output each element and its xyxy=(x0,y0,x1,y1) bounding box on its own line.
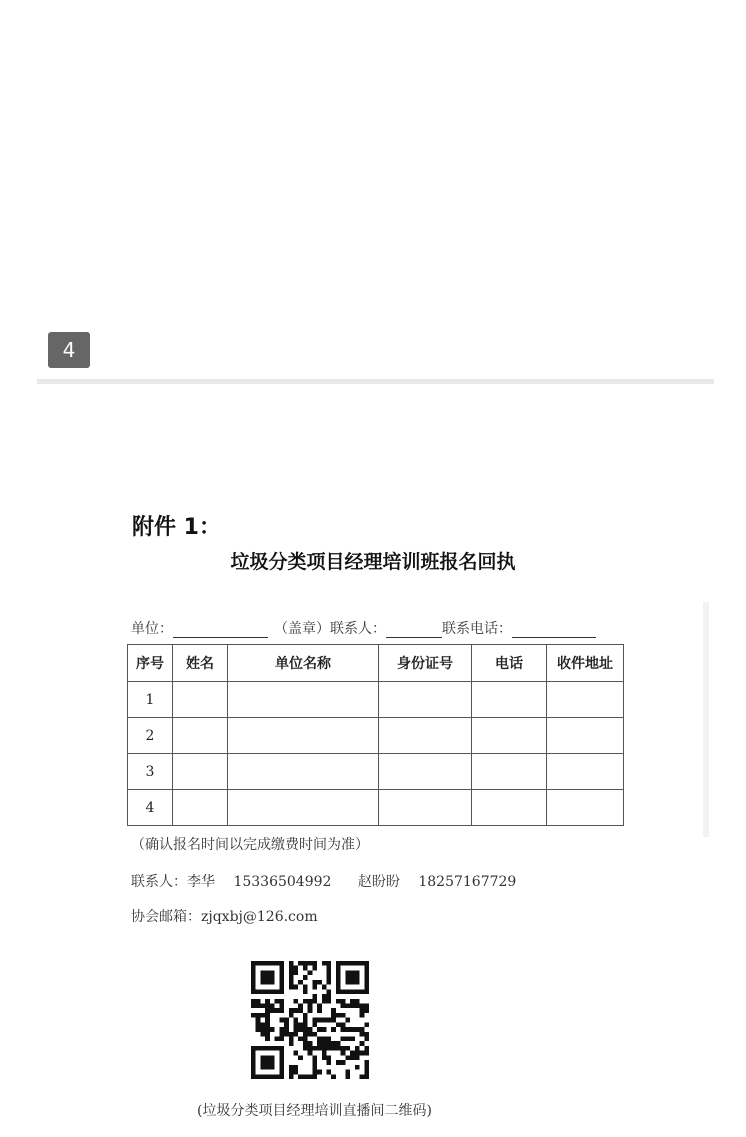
table-row xyxy=(128,682,624,718)
contact-phone: 18257167729 xyxy=(418,874,517,890)
email-address[interactable]: zjqxbj@126.com xyxy=(201,909,318,925)
table-cell[interactable] xyxy=(379,682,472,718)
email-label: 协会邮箱： xyxy=(131,909,201,925)
unit-blank xyxy=(173,621,268,638)
email-line xyxy=(131,906,318,926)
table-cell[interactable] xyxy=(472,790,547,826)
registration-note: （确认报名时间以完成缴费时间为准） xyxy=(131,837,369,853)
form-header-line xyxy=(131,618,596,638)
table-cell[interactable] xyxy=(547,718,624,754)
column-header: 姓名 xyxy=(173,645,228,682)
table-cell[interactable] xyxy=(228,718,379,754)
table-cell[interactable] xyxy=(379,790,472,826)
column-header: 身份证号 xyxy=(379,645,472,682)
registration-table xyxy=(127,644,624,826)
table-row xyxy=(128,754,624,790)
table-cell[interactable] xyxy=(173,790,228,826)
table-cell[interactable] xyxy=(472,718,547,754)
seal-label: （盖章） xyxy=(274,621,330,637)
attachment-label: 附件 1： xyxy=(132,515,221,540)
row-number: 4 xyxy=(128,790,173,826)
table-row xyxy=(128,790,624,826)
table-cell[interactable] xyxy=(547,790,624,826)
contact-phone: 15336504992 xyxy=(233,874,332,890)
column-header: 序号 xyxy=(128,645,173,682)
column-header: 单位名称 xyxy=(228,645,379,682)
contacts-label: 联系人： xyxy=(131,874,187,890)
phone-label: 联系电话： xyxy=(442,621,512,637)
table-cell[interactable] xyxy=(472,754,547,790)
page-edge-shadow xyxy=(703,602,709,837)
contact-blank xyxy=(386,621,442,638)
row-number: 2 xyxy=(128,718,173,754)
column-header: 收件地址 xyxy=(547,645,624,682)
table-cell[interactable] xyxy=(228,754,379,790)
table-cell[interactable] xyxy=(379,754,472,790)
row-number: 1 xyxy=(128,682,173,718)
table-cell[interactable] xyxy=(228,682,379,718)
table-cell[interactable] xyxy=(472,682,547,718)
document-title: 垃圾分类项目经理培训班报名回执 xyxy=(230,551,516,573)
page-number-badge: 4 xyxy=(48,332,90,368)
table-cell[interactable] xyxy=(228,790,379,826)
unit-label: 单位： xyxy=(131,621,173,637)
page-divider xyxy=(37,379,714,384)
table-cell[interactable] xyxy=(173,754,228,790)
table-cell[interactable] xyxy=(173,718,228,754)
contact-info xyxy=(131,871,516,891)
qr-code[interactable] xyxy=(251,961,369,1079)
table-header-row xyxy=(128,645,624,682)
phone-blank xyxy=(512,621,596,638)
contact-name: 赵盼盼 xyxy=(357,874,400,890)
column-header: 电话 xyxy=(472,645,547,682)
table-row xyxy=(128,718,624,754)
contact-name: 李华 xyxy=(187,874,215,890)
contact-label: 联系人： xyxy=(330,621,386,637)
qr-caption: (垃圾分类项目经理培训直播间二维码) xyxy=(197,1103,432,1119)
table-cell[interactable] xyxy=(379,718,472,754)
row-number: 3 xyxy=(128,754,173,790)
table-cell[interactable] xyxy=(547,754,624,790)
table-cell[interactable] xyxy=(173,682,228,718)
table-cell[interactable] xyxy=(547,682,624,718)
